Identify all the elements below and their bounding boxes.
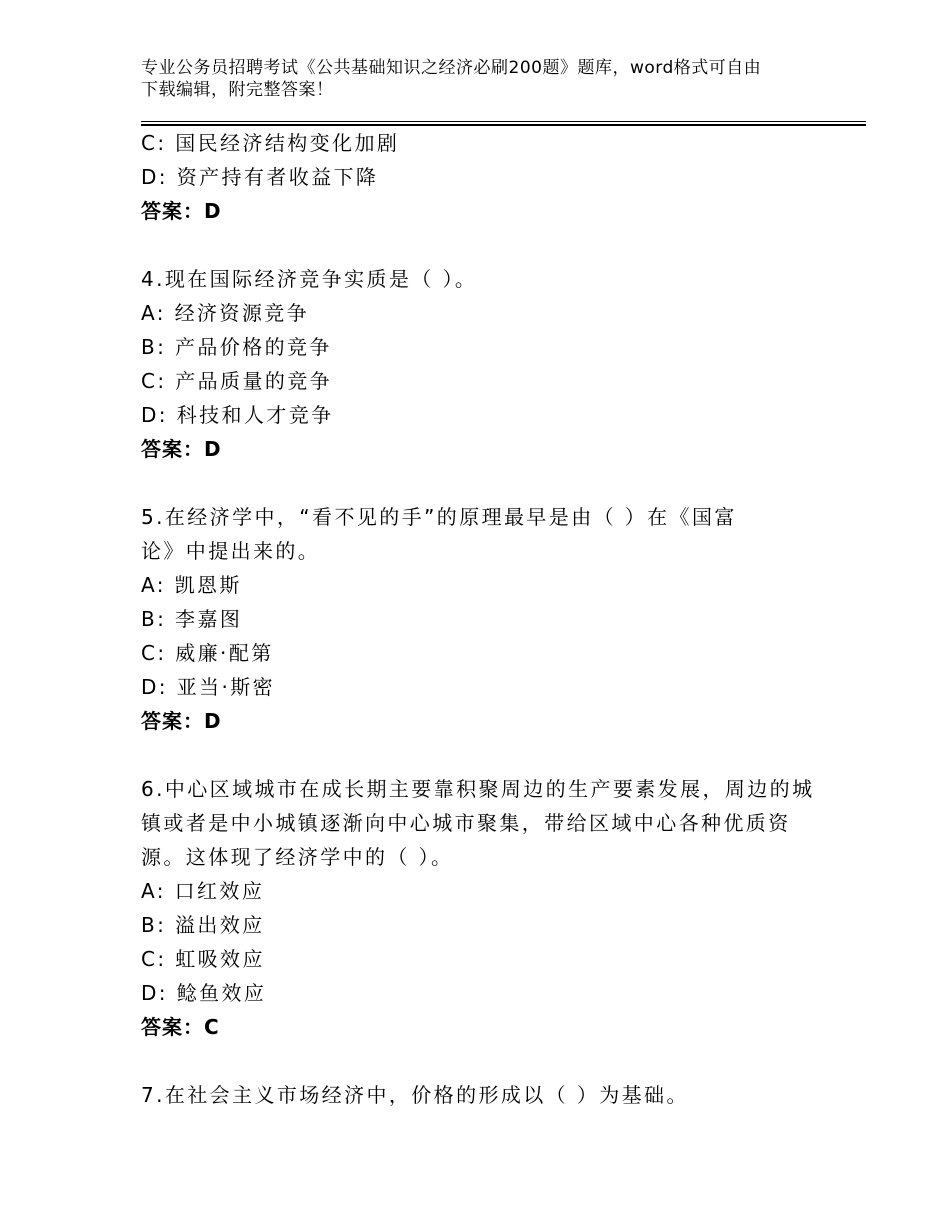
question-block-3 [141,126,811,228]
option-a: A: 口红效应 [141,879,265,903]
spacer [141,738,811,772]
header-title-line-2: 下载编辑，附完整答案！ [141,80,334,100]
question-text: 7.在社会主义市场经济中，价格的形成以（ ）为基础。 [141,1083,689,1107]
option-c: C: 虹吸效应 [141,947,265,971]
question-text-line-1: 5.在经济学中，“看不见的手”的原理最早是由（ ）在《国富 [141,505,737,529]
header-divider-thin [141,121,866,122]
answer-line: 答案：D [141,199,222,223]
option-d: D: 亚当·斯密 [141,675,276,699]
question-block-4 [141,262,811,466]
answer-line: 答案：D [141,437,222,461]
spacer [141,1044,811,1078]
question-text-line-2: 镇或者是中小城镇逐渐向中心城市聚集，带给区域中心各种优质资 [141,811,791,835]
option-c: C: 威廉·配第 [141,641,274,665]
option-d: D: 科技和人才竞争 [141,403,334,427]
question-block-7 [141,1078,811,1112]
question-text-line-2: 论》中提出来的。 [141,539,321,563]
option-a: A: 经济资源竞争 [141,301,310,325]
document-header [141,57,841,101]
option-b: B: 溢出效应 [141,913,265,937]
answer-line: 答案：C [141,1015,220,1039]
option-c: C: 国民经济结构变化加剧 [141,131,400,155]
header-title-line-1: 专业公务员招聘考试《公共基础知识之经济必刷200题》题库，word格式可自由 [141,58,762,78]
question-text-line-3: 源。这体现了经济学中的（ ）。 [141,845,454,869]
spacer [141,228,811,262]
option-c: C: 产品质量的竞争 [141,369,333,393]
option-b: B: 李嘉图 [141,607,243,631]
question-text: 4.现在国际经济竞争实质是（ ）。 [141,267,478,291]
option-d: D: 资产持有者收益下降 [141,165,379,189]
question-block-6 [141,772,815,1044]
spacer [141,466,811,500]
answer-line: 答案：D [141,709,222,733]
question-block-5 [141,500,811,738]
option-b: B: 产品价格的竞争 [141,335,332,359]
question-list [141,126,815,1112]
option-a: A: 凯恩斯 [141,573,242,597]
option-d: D: 鲶鱼效应 [141,981,267,1005]
question-text-line-1: 6.中心区域城市在成长期主要靠积聚周边的生产要素发展，周边的城 [141,777,815,801]
